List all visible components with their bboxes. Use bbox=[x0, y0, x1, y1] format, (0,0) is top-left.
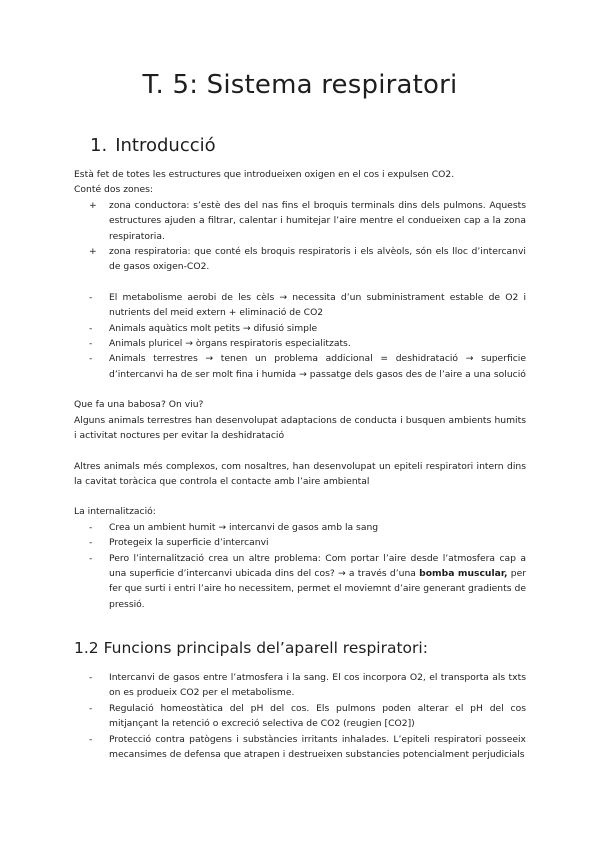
list-item bbox=[74, 701, 526, 732]
answer-paragraph: Alguns animals terrestres han desenvolupat adaptacions de conducta i busquen ambients humits i activitat noctures per evitar la deshidratació bbox=[74, 414, 526, 442]
list-item-text: Animals terrestres → tenen un problema addicional = deshidratació → superficie d’intercanvi ha de ser molt fina i humida → passatge dels gasos des de l’aire a una solució bbox=[109, 353, 526, 380]
plus-bullet: + bbox=[89, 199, 97, 211]
dash-bullet: - bbox=[89, 322, 93, 334]
metabolism-list bbox=[74, 290, 526, 382]
section-heading-funcions: 1.2 Funcions principals del’aparell respiratori: bbox=[74, 639, 428, 657]
list-item-text-continued: per fer que surti i entri l’aire ho necessitem, permet el moviemnt d’aire generant gradients de pressió. bbox=[109, 567, 526, 610]
list-item-text: Protecció contra patògens i substàncies irritants inhalades. L’epiteli respiratori posseeix mecansimes de defensa que atrapen i destrueixen substancies potencialment perjudicials bbox=[109, 733, 526, 761]
list-item bbox=[74, 535, 526, 550]
list-item-text: zona conductora: s’estè des del nas fins el broquis terminals dins dels pulmons. Aquests estructures ajuden a filtrar, calentar i humitejar l’aire mentre el condueixen cap a la zona respiratoria. bbox=[109, 199, 526, 242]
dash-bullet: - bbox=[89, 537, 93, 549]
dash-bullet: - bbox=[89, 521, 93, 533]
spacer bbox=[74, 444, 526, 459]
dash-bullet: - bbox=[89, 672, 93, 683]
zones-list bbox=[74, 198, 526, 275]
internalization-list bbox=[74, 520, 526, 612]
list-item-text: Regulació homeostàtica del pH del cos. Els pulmons poden alterar el pH del cos mitjançant la retenció o excreció selectiva de CO2 (reugien [CO2]) bbox=[109, 702, 526, 730]
list-item bbox=[74, 351, 526, 382]
list-item bbox=[74, 551, 526, 613]
zones-intro: Conté dos zones: bbox=[74, 184, 153, 196]
spacer bbox=[74, 489, 526, 504]
list-item-text: Protegeix la superficie d’intercanvi bbox=[109, 537, 269, 549]
intro-paragraph: Està fet de totes les estructures que introdueixen oxigen en el cos i expulsen CO2. bbox=[74, 169, 455, 180]
list-item bbox=[74, 244, 526, 275]
list-item-text: Animals pluricel → òrgans respiratoris especialitzats. bbox=[109, 338, 351, 350]
section-heading-introduccio bbox=[90, 135, 216, 156]
page-title: T. 5: Sistema respiratori bbox=[142, 70, 458, 100]
spacer bbox=[74, 275, 526, 290]
list-item-text: zona respiratoria: que conté els broquis respiratoris i els alvèols, són els lloc d’intercanvi de gasos oxigen-CO2. bbox=[109, 246, 526, 273]
section-title: Introducció bbox=[115, 135, 216, 156]
bold-term: bomba muscular, bbox=[419, 567, 508, 579]
list-item bbox=[74, 520, 526, 535]
dash-bullet: - bbox=[89, 702, 93, 714]
functions-list bbox=[74, 670, 526, 762]
plus-bullet: + bbox=[89, 246, 97, 258]
list-item-text: Animals aquàtics molt petits → difusió simple bbox=[109, 322, 318, 334]
list-item-text: Intercanvi de gasos entre l’atmosfera i la sang. El cos incorpora O2, el transporta als txts on es produeix CO2 per el metabolisme. bbox=[109, 672, 526, 699]
question-line: Que fa una babosa? On viu? bbox=[74, 399, 204, 411]
section-funcions-body bbox=[74, 670, 526, 762]
list-item-text: Crea un ambient humit → intercanvi de gasos amb la sang bbox=[109, 521, 379, 533]
list-item bbox=[74, 732, 526, 763]
list-item bbox=[74, 198, 526, 244]
dash-bullet: - bbox=[89, 338, 93, 350]
section-number: 1. bbox=[90, 135, 108, 156]
dash-bullet: - bbox=[89, 733, 93, 745]
list-item bbox=[74, 670, 526, 701]
list-item-text: El metabolisme aerobi de les cèls → necessita d’un subministrament estable de O2 i nutrients del meid extern + eliminació de CO2 bbox=[109, 291, 526, 319]
list-item bbox=[74, 290, 526, 321]
list-item-text: Pero l’internalització crea un altre problema: Com portar l’aire desde l’atmosfera cap a una superficie d’intercanvi ubicada dins del cos? → a través d’una bbox=[109, 552, 526, 579]
list-item bbox=[74, 336, 526, 351]
complex-animals-paragraph: Altres animals més complexos, com nosaltres, han desenvolupat un epiteli respiratori intern dins la cavitat toràcica que controla el contacte amb l’aire ambiental bbox=[74, 460, 526, 487]
spacer bbox=[74, 382, 526, 397]
dash-bullet: - bbox=[89, 291, 93, 303]
section-introduccio-body bbox=[74, 167, 526, 612]
dash-bullet: - bbox=[89, 353, 93, 365]
internalization-title: La internalització: bbox=[74, 506, 156, 518]
list-item bbox=[74, 321, 526, 336]
dash-bullet: - bbox=[89, 552, 93, 564]
